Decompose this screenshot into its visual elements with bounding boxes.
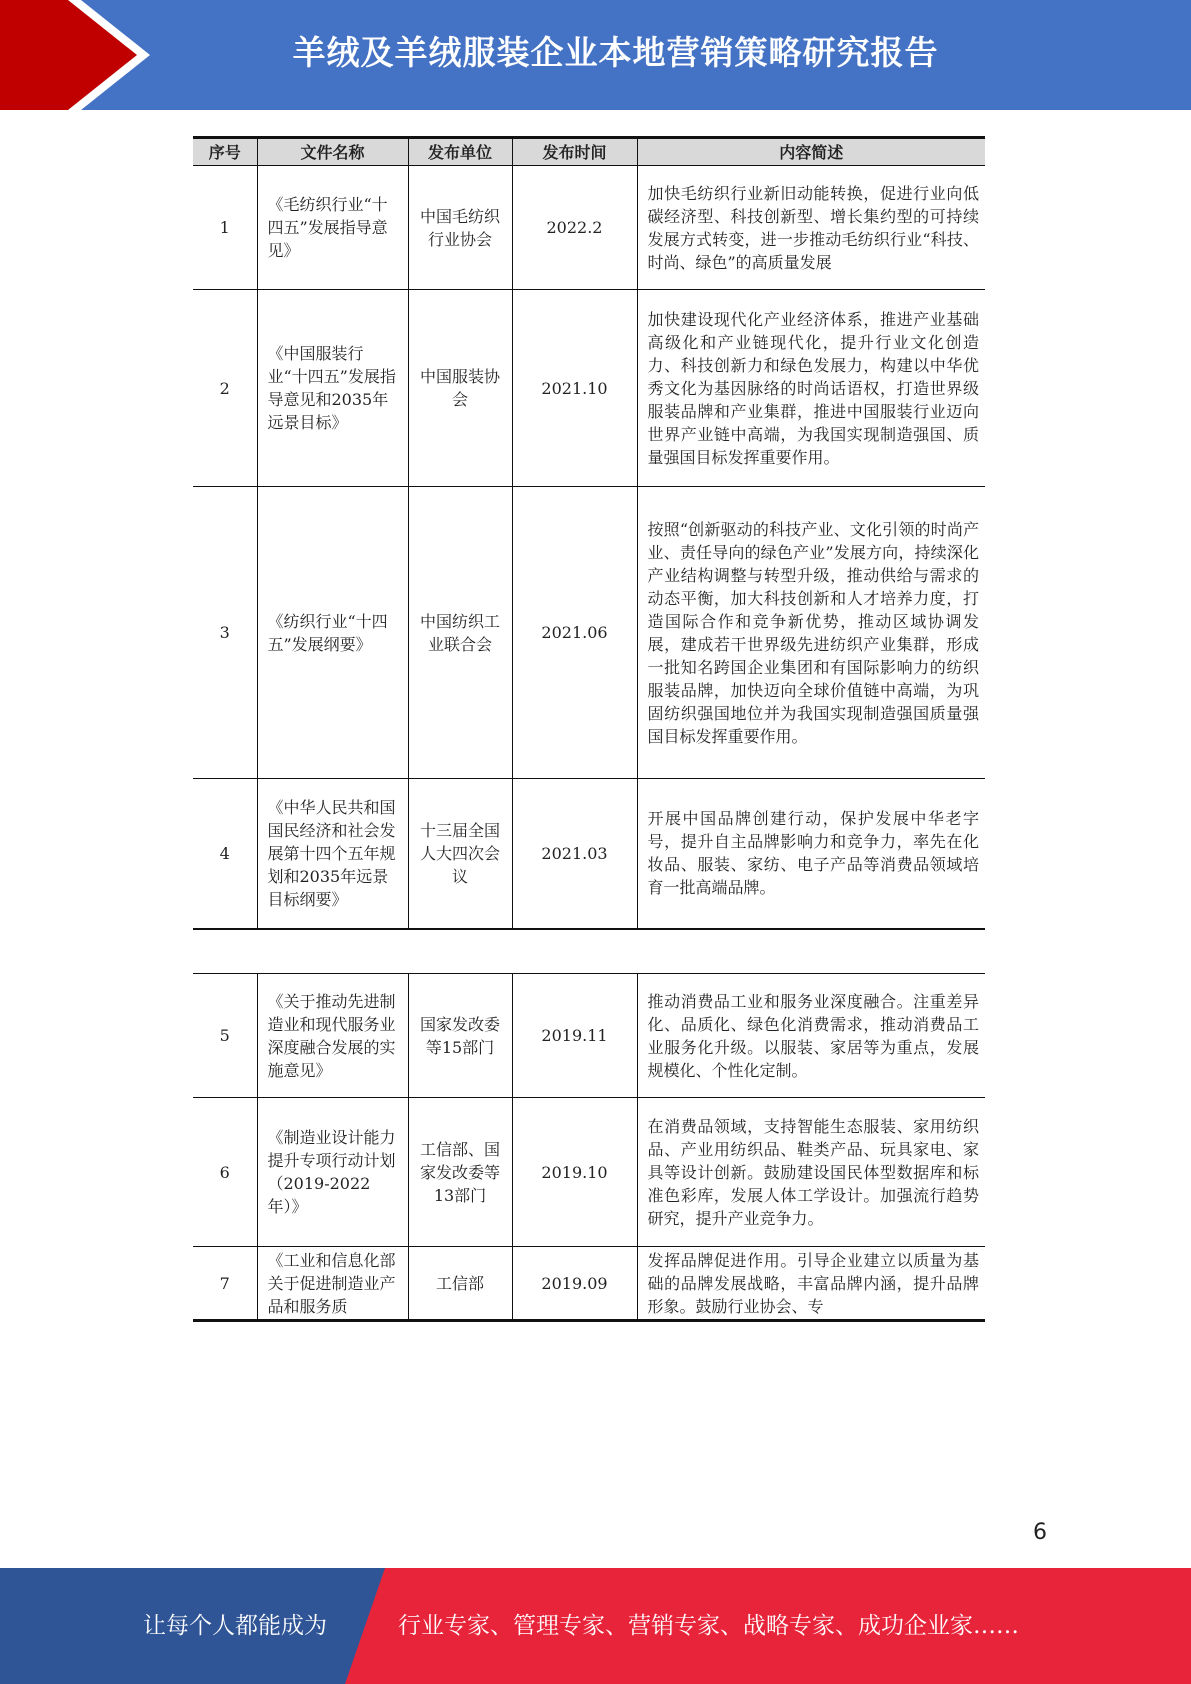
row-no: 7	[193, 1247, 257, 1321]
page-number: 6	[1033, 1520, 1047, 1545]
column-header-summary: 内容简述	[637, 138, 985, 166]
table-row	[193, 290, 985, 487]
document-name: 《毛纺织行业“十四五”发展指导意见》	[257, 166, 408, 290]
content-summary: 加快毛纺织行业新旧动能转换，促进行业向低碳经济型、科技创新型、增长集约型的可持续发展方式转变，进一步推动毛纺织行业“科技、时尚、绿色”的高质量发展	[637, 166, 985, 290]
publisher: 中国毛纺织行业协会	[408, 166, 512, 290]
policy-table-part-2	[193, 973, 985, 1322]
content-summary: 在消费品领域，支持智能生态服装、家用纺织品、产业用纺织品、鞋类产品、玩具家电、家具等设计创新。鼓励建设国民体型数据库和标准色彩库，发展人体工学设计。加强流行趋势研究，提升产业竞争力。	[637, 1098, 985, 1247]
publish-date: 2019.09	[512, 1247, 637, 1321]
document-name: 《纺织行业“十四五”发展纲要》	[257, 487, 408, 779]
table-header-row	[193, 138, 985, 166]
table-row	[193, 1247, 985, 1321]
table-row	[193, 974, 985, 1098]
content-summary: 按照“创新驱动的科技产业、文化引领的时尚产业、责任导向的绿色产业”发展方向，持续深化产业结构调整与转型升级，推动供给与需求的动态平衡，加大科技创新和人才培养力度，打造国际合作和竞争新优势，推动区域协调发展，建成若干世界级先进纺织产业集群，形成一批知名跨国企业集团和有国际影响力的纺织服装品牌，加快迈向全球价值链中高端，为巩固纺织强国地位并为我国实现制造强国质量强国目标发挥重要作用。	[637, 487, 985, 779]
document-name: 《中华人民共和国国民经济和社会发展第十四个五年规划和2035年远景目标纲要》	[257, 779, 408, 929]
content-summary: 发挥品牌促进作用。引导企业建立以质量为基础的品牌发展战略，丰富品牌内涵，提升品牌形象。鼓励行业协会、专	[637, 1247, 985, 1321]
column-header-date: 发布时间	[512, 138, 637, 166]
row-no: 3	[193, 487, 257, 779]
table-row	[193, 1098, 985, 1247]
policy-table-part-1	[193, 136, 985, 930]
row-no: 1	[193, 166, 257, 290]
publisher: 工信部	[408, 1247, 512, 1321]
content-summary: 推动消费品工业和服务业深度融合。注重差异化、品质化、绿色化消费需求，推动消费品工业服务化升级。以服装、家居等为重点，发展规模化、个性化定制。	[637, 974, 985, 1098]
column-header-publisher: 发布单位	[408, 138, 512, 166]
row-no: 4	[193, 779, 257, 929]
column-header-no: 序号	[193, 138, 257, 166]
table-row	[193, 166, 985, 290]
footer-motto: 让每个人都能成为	[143, 1613, 327, 1639]
document-name: 《中国服装行业“十四五”发展指导意见和2035年远景目标》	[257, 290, 408, 487]
document-name: 《关于推动先进制造业和现代服务业深度融合发展的实施意见》	[257, 974, 408, 1098]
table-row	[193, 487, 985, 779]
publisher: 中国服装协会	[408, 290, 512, 487]
row-no: 5	[193, 974, 257, 1098]
publisher: 工信部、国家发改委等13部门	[408, 1098, 512, 1247]
report-title: 羊绒及羊绒服装企业本地营销策略研究报告	[292, 33, 939, 72]
content-summary: 加快建设现代化产业经济体系，推进产业基础高级化和产业链现代化，提升行业文化创造力、科技创新力和绿色发展力，构建以中华优秀文化为基因脉络的时尚话语权，打造世界级服装品牌和产业集群，推进中国服装行业迈向世界产业链中高端，为我国实现制造强国、质量强国目标发挥重要作用。	[637, 290, 985, 487]
document-name: 《制造业设计能力提升专项行动计划（2019-2022年）》	[257, 1098, 408, 1247]
publisher: 十三届全国人大四次会议	[408, 779, 512, 929]
document-name: 《工业和信息化部关于促进制造业产品和服务质	[257, 1247, 408, 1321]
publish-date: 2022.2	[512, 166, 637, 290]
header-arrow-icon	[0, 0, 137, 110]
publisher: 国家发改委等15部门	[408, 974, 512, 1098]
publish-date: 2019.11	[512, 974, 637, 1098]
page-footer	[0, 1568, 1191, 1684]
page-header	[0, 0, 1191, 110]
row-no: 2	[193, 290, 257, 487]
publish-date: 2021.03	[512, 779, 637, 929]
column-header-name: 文件名称	[257, 138, 408, 166]
publish-date: 2019.10	[512, 1098, 637, 1247]
publish-date: 2021.06	[512, 487, 637, 779]
content-summary: 开展中国品牌创建行动，保护发展中华老字号，提升自主品牌影响力和竞争力，率先在化妆品、服装、家纺、电子产品等消费品领域培育一批高端品牌。	[637, 779, 985, 929]
publish-date: 2021.10	[512, 290, 637, 487]
row-no: 6	[193, 1098, 257, 1247]
footer-roles: 行业专家、管理专家、营销专家、战略专家、成功企业家……	[398, 1613, 1019, 1639]
table-row	[193, 779, 985, 929]
publisher: 中国纺织工业联合会	[408, 487, 512, 779]
